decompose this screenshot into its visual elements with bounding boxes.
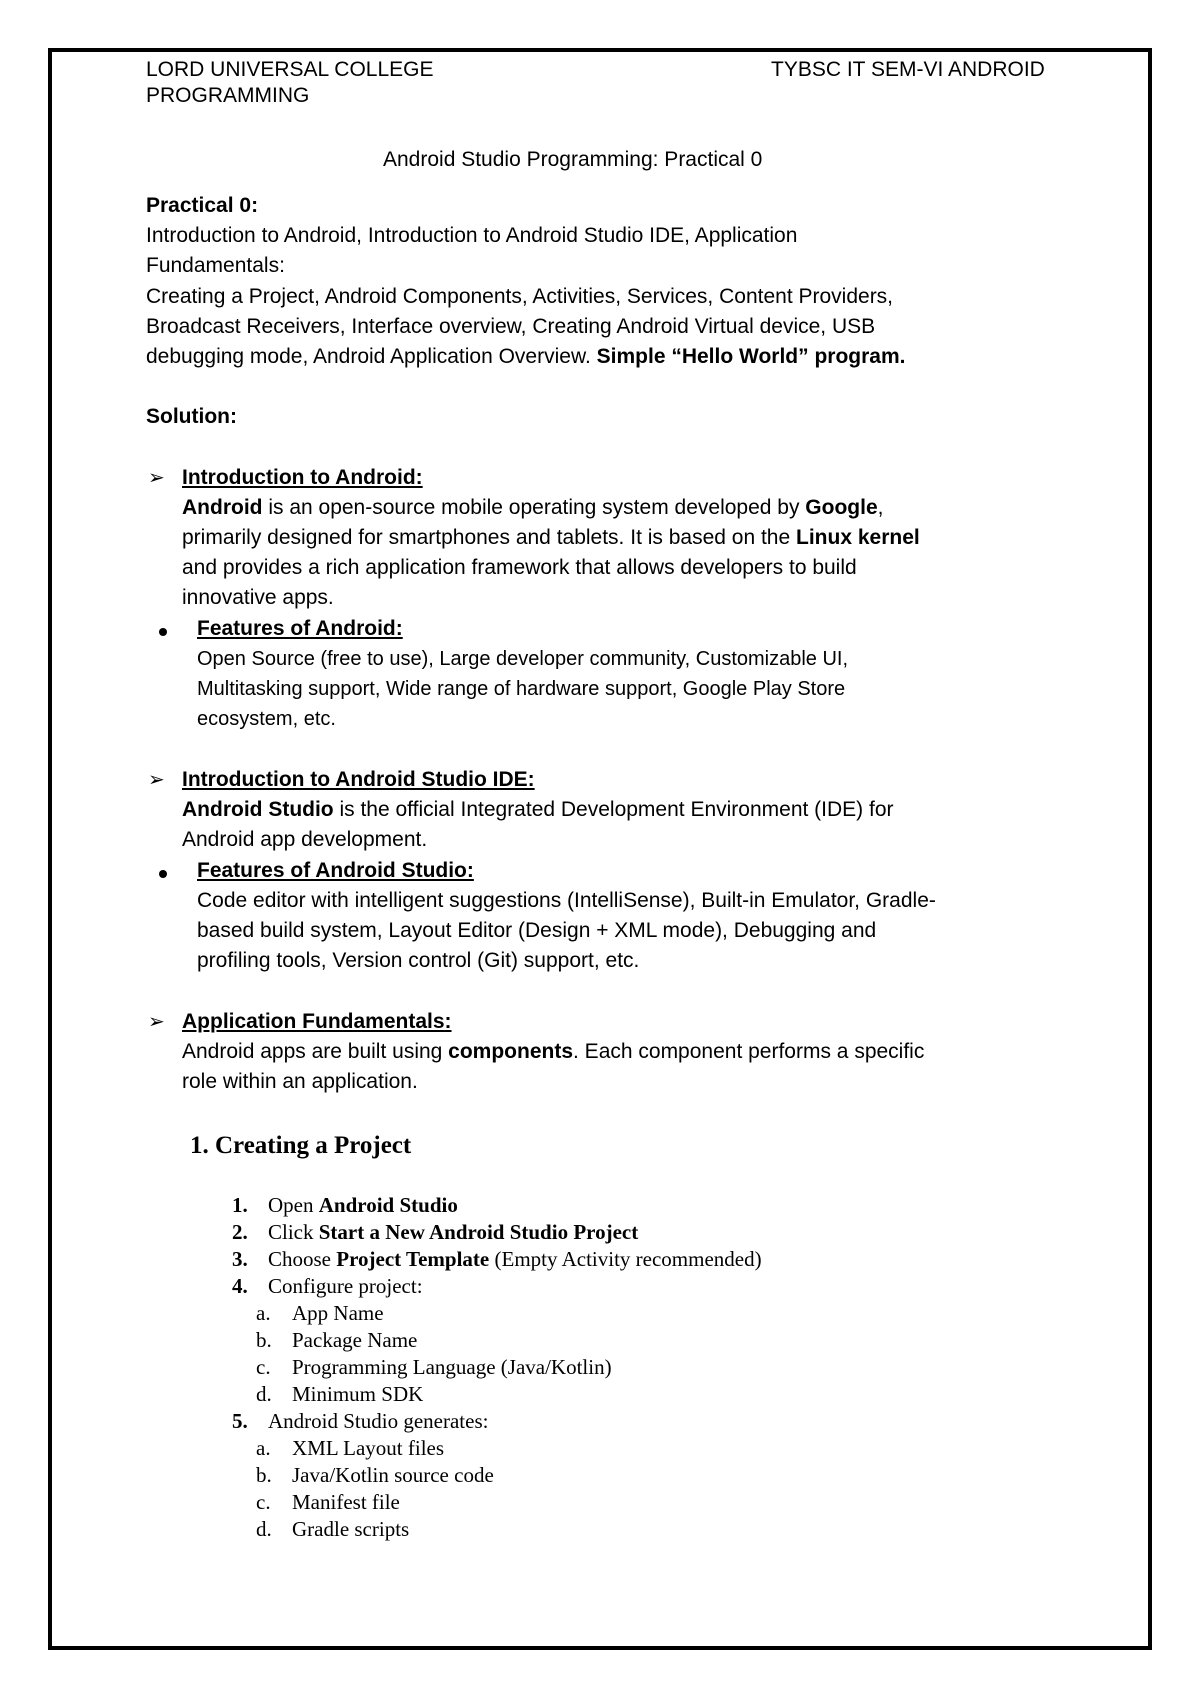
step-text: Choose bbox=[268, 1247, 337, 1271]
features-android-line: Multitasking support, Wide range of hardware support, Google Play Store bbox=[197, 678, 846, 700]
fundamentals-text: Android apps are built using bbox=[182, 1040, 449, 1063]
android-text: primarily designed for smartphones and tablets. It is based on the bbox=[182, 526, 797, 549]
android-line-2 bbox=[182, 523, 920, 553]
practical-last-line bbox=[146, 342, 905, 372]
studio-text: is the official Integrated Development Environment (IDE) for bbox=[333, 798, 894, 821]
practical-line: Broadcast Receivers, Interface overview, Creating Android Virtual device, USB bbox=[146, 315, 876, 338]
step-item bbox=[268, 1273, 423, 1301]
step-after: (Empty Activity recommended) bbox=[489, 1247, 762, 1271]
header-college: LORD UNIVERSAL COLLEGE bbox=[146, 58, 434, 81]
step-item: Android Studio generates: bbox=[268, 1409, 489, 1433]
features-android-line: ecosystem, etc. bbox=[197, 708, 336, 730]
arrow-bullet-icon: ➢ bbox=[148, 1011, 165, 1033]
creating-project-heading: 1. Creating a Project bbox=[190, 1132, 412, 1159]
step-text: Click bbox=[268, 1220, 319, 1244]
step-text: Configure project: bbox=[268, 1274, 423, 1298]
step-bold: Android Studio bbox=[318, 1193, 458, 1217]
fundamentals-text: . Each component performs a specific bbox=[573, 1040, 925, 1063]
step-item bbox=[268, 1219, 638, 1247]
features-studio-line: based build system, Layout Editor (Design + XML mode), Debugging and bbox=[197, 919, 877, 942]
step-number: 2. bbox=[232, 1220, 248, 1244]
sub-letter: d. bbox=[256, 1382, 272, 1406]
features-studio-heading: Features of Android Studio: bbox=[197, 859, 474, 882]
step-bold: Start a New Android Studio Project bbox=[318, 1220, 639, 1244]
header-course: TYBSC IT SEM-VI ANDROID bbox=[771, 58, 1045, 81]
fundamentals-line-1 bbox=[182, 1037, 924, 1067]
components-bold-term: components bbox=[448, 1040, 574, 1063]
sub-item: Package Name bbox=[292, 1328, 418, 1352]
android-line-4: innovative apps. bbox=[182, 586, 334, 609]
document-title: Android Studio Programming: Practical 0 bbox=[383, 148, 763, 171]
sub-item: Minimum SDK bbox=[292, 1382, 424, 1406]
android-text: is an open-source mobile operating system developed by bbox=[262, 496, 806, 519]
sub-letter: c. bbox=[256, 1490, 271, 1514]
android-text: , bbox=[877, 496, 884, 519]
step-text: Open bbox=[268, 1193, 319, 1217]
linux-kernel-bold-term: Linux kernel bbox=[796, 526, 920, 549]
sub-letter: b. bbox=[256, 1328, 272, 1352]
header-course-cont: PROGRAMMING bbox=[146, 84, 310, 107]
android-bold-term: Android bbox=[182, 496, 263, 519]
step-number: 1. bbox=[232, 1193, 248, 1217]
step-item bbox=[268, 1246, 762, 1274]
sub-letter: b. bbox=[256, 1463, 272, 1487]
bullet-dot-icon bbox=[159, 628, 167, 636]
section-heading-android: Introduction to Android: bbox=[182, 466, 423, 489]
section-heading-studio: Introduction to Android Studio IDE: bbox=[182, 768, 535, 791]
step-number: 4. bbox=[232, 1274, 248, 1298]
android-line-1 bbox=[182, 493, 883, 523]
arrow-bullet-icon: ➢ bbox=[148, 467, 165, 489]
section-heading-fundamentals: Application Fundamentals: bbox=[182, 1010, 452, 1033]
sub-letter: a. bbox=[256, 1436, 271, 1460]
sub-item: App Name bbox=[292, 1301, 384, 1325]
features-android-heading: Features of Android: bbox=[197, 617, 403, 640]
sub-item: Programming Language (Java/Kotlin) bbox=[292, 1355, 612, 1379]
sub-item: Java/Kotlin source code bbox=[292, 1463, 494, 1487]
practical-last-bold: Simple “Hello World” program. bbox=[596, 345, 906, 368]
solution-label: Solution: bbox=[146, 405, 237, 428]
studio-line-2: Android app development. bbox=[182, 828, 428, 851]
step-number: 5. bbox=[232, 1409, 248, 1433]
fundamentals-line-2: role within an application. bbox=[182, 1070, 418, 1093]
step-item bbox=[268, 1192, 458, 1220]
features-android-line: Open Source (free to use), Large developer community, Customizable UI, bbox=[197, 648, 849, 670]
practical-line: Fundamentals: bbox=[146, 254, 285, 277]
sub-item: Gradle scripts bbox=[292, 1517, 410, 1541]
step-bold: Project Template bbox=[336, 1247, 490, 1271]
google-bold-term: Google bbox=[805, 496, 878, 519]
practical-line: Introduction to Android, Introduction to Android Studio IDE, Application bbox=[146, 224, 798, 247]
features-studio-line: Code editor with intelligent suggestions (IntelliSense), Built-in Emulator, Gradle- bbox=[197, 889, 936, 912]
features-studio-line: profiling tools, Version control (Git) support, etc. bbox=[197, 949, 640, 972]
sub-letter: c. bbox=[256, 1355, 271, 1379]
sub-item: Manifest file bbox=[292, 1490, 400, 1514]
sub-letter: d. bbox=[256, 1517, 272, 1541]
sub-letter: a. bbox=[256, 1301, 271, 1325]
practical-heading: Practical 0: bbox=[146, 194, 259, 217]
sub-item: XML Layout files bbox=[292, 1436, 445, 1460]
studio-line-1 bbox=[182, 795, 894, 825]
practical-last-text: debugging mode, Android Application Overview. bbox=[146, 345, 591, 368]
android-studio-bold-term: Android Studio bbox=[182, 798, 334, 821]
practical-line: Creating a Project, Android Components, Activities, Services, Content Providers, bbox=[146, 285, 894, 308]
step-number: 3. bbox=[232, 1247, 248, 1271]
android-line-3: and provides a rich application framework that allows developers to build bbox=[182, 556, 857, 579]
bullet-dot-icon bbox=[159, 870, 167, 878]
arrow-bullet-icon: ➢ bbox=[148, 769, 165, 791]
